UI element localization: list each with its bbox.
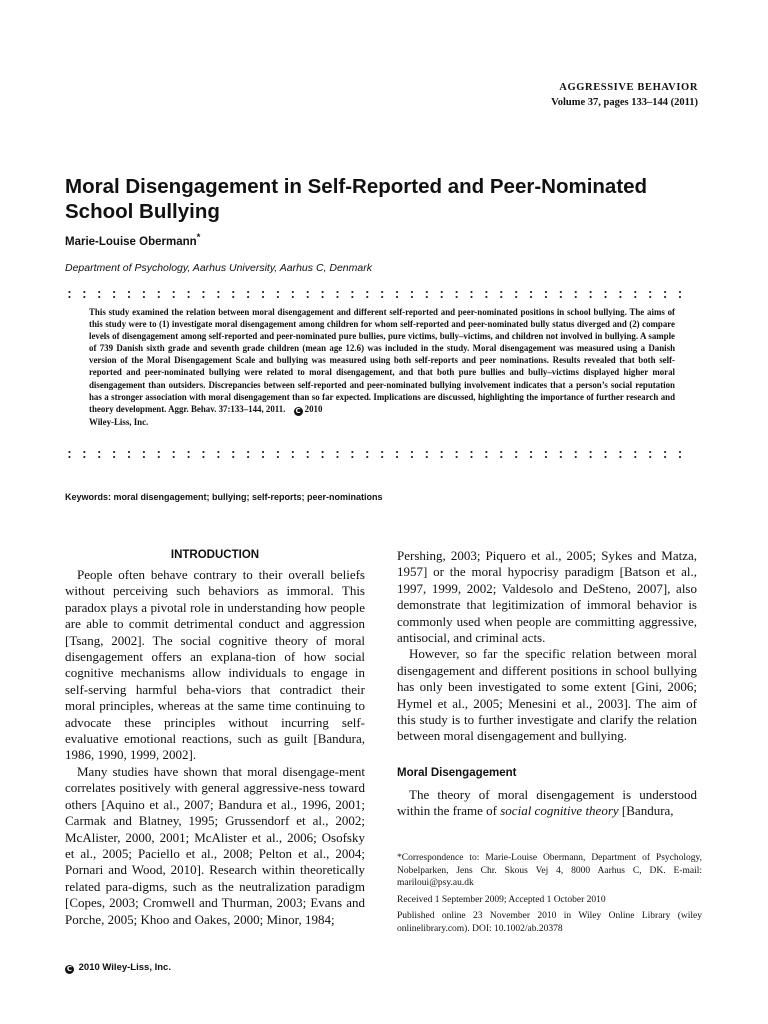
abstract-top-divider xyxy=(62,289,688,299)
published-note: Published online 23 November 2010 in Wiley Online Library (wiley onlinelibrary.com). DOI: 10.1002/ab.20378 xyxy=(397,911,702,934)
abstract-text: This study examined the relation between moral disengagement and different self-reported and peer-nominated positions in school bullying. The aims of this study were to (1) investigate moral disengagement among children for whom self-reported and peer-nominated bully status diverged and (2) compare levels of disengagement among self-reported and peer-nominated pure bullies, pure victims, bully–victims, and children not involved in bullying. A sample of 739 Danish sixth grade and seventh grade children (mean age 12.6) was included in the study. Moral disengagement was measured using a Danish version of the Moral Disengagement Scale and bullying was measured using both self-reports and peer nominations. Results revealed that both self-reported and peer-nominated bullying were related to moral disengagement, and that both pure bullies and bully–victims displayed higher moral disengagement than outsiders. Discrepancies between self-reported and peer-nominated bullying involvement indicates that a person’s social reputation has a stronger association with moral disengagement than so far expected. Implications are discussed, highlighting the importance of further research and theory development. Aggr. Behav. 37:133–144, 2011. xyxy=(89,307,675,414)
right-paragraph-1: Pershing, 2003; Piquero et al., 2005; Sykes and Matza, 1957] or the moral hypocrisy paradigm [Batson et al., 1997, 1999, 2002; Valdesolo and DeSteno, 2007], also demonstrate that legitimization of immoral behavior is commonly used when people are committing aggressive, antisocial, and criminal acts. xyxy=(397,548,697,646)
journal-volume: Volume 37, pages 133–144 (2011) xyxy=(551,97,698,108)
abstract-bottom-divider xyxy=(62,449,688,459)
introduction-heading: INTRODUCTION xyxy=(170,549,260,561)
left-column xyxy=(65,548,365,928)
intro-paragraph-2: Many studies have shown that moral disengage-ment correlates positively with general aggressive-ness toward others [Aquino et al., 2007; Bandura et al., 1996, 2001; Carmak and Blatney, 1995; Grussendorf et al., 2002; McAlister, 2000, 2001; McAlister et al., 2006; Osofsky et al., 2005; Paciello et al., 2008; Pelton et al., 2004; Pornari and Wood, 2010]. Research within theoretically related para-digms, such as the neutralization paradigm [Copes, 2003; Cromwell and Thurman, 2003; Evans and Porche, 2005; Khoo and Oakes, 2000; Minor, 1984; xyxy=(65,763,365,927)
article-title: Moral Disengagement in Self-Reported and Peer-Nominated School Bullying xyxy=(65,175,648,223)
abstract xyxy=(89,306,675,428)
intro-paragraph-1: People often behave contrary to their overall beliefs without perceiving such behaviors as immoral. This paradox plays a pivotal role in understanding how people are able to commit detrimental conduct and aggression [Tsang, 2002]. The social cognitive theory of moral disengagement offers an explana-tion of how social cognitive mechanisms allow individuals to engage in self-serving harmful beha-viors that contradict their moral principles, whereas at the same time continuing to advocate these principles without incurring self-evaluative emotional reactions, such as guilt [Bandura, 1986, 1990, 1999, 2002]. xyxy=(65,567,365,763)
journal-header xyxy=(551,80,698,110)
author-footnote-mark: * xyxy=(196,232,201,243)
footer-copyright: 2010 Wiley-Liss, Inc. xyxy=(78,962,171,973)
md-text-end: [Bandura, xyxy=(621,803,674,819)
md-italic-term: social cognitive theory xyxy=(500,803,619,819)
affiliation: Department of Psychology, Aarhus University, Aarhus C, Denmark xyxy=(65,262,372,274)
copyright-icon: C xyxy=(295,406,301,415)
author-name: Marie-Louise Obermann xyxy=(65,235,197,248)
correspondence-note: *Correspondence to: Marie-Louise Obermann, Department of Psychology, Nobelparken, Jens Chr. Skous Vej 4, 8000 Aarhus C, DK. E-mail: mariloui@psy.au.dk xyxy=(397,853,702,888)
moral-disengagement-paragraph xyxy=(397,787,697,820)
moral-disengagement-heading: Moral Disengagement xyxy=(397,766,517,779)
received-note: Received 1 September 2009; Accepted 1 October 2010 xyxy=(397,894,606,905)
copyright-icon: C xyxy=(66,965,73,973)
footnotes xyxy=(397,852,702,939)
abstract-copyright-holder: Wiley-Liss, Inc. xyxy=(89,416,149,427)
md-text-start: The theory of moral disengagement is understood within the frame of xyxy=(397,786,697,819)
keywords: Keywords: moral disengagement; bullying; self-reports; peer-nominations xyxy=(65,492,383,502)
journal-name: AGGRESSIVE BEHAVIOR xyxy=(559,82,698,93)
right-paragraph-2: However, so far the specific relation between moral disengagement and different positions in school bullying has only been investigated to some extent [Gini, 2006; Hymel et al., 2005; Menesini et al., 2003]. The aim of this study is to further investigate and clarify the relation between moral disengagement and bullying. xyxy=(397,646,697,744)
author-line xyxy=(65,232,200,248)
page-footer xyxy=(65,962,171,974)
abstract-copyright-year: 2010 xyxy=(304,403,323,414)
right-column xyxy=(397,548,697,820)
